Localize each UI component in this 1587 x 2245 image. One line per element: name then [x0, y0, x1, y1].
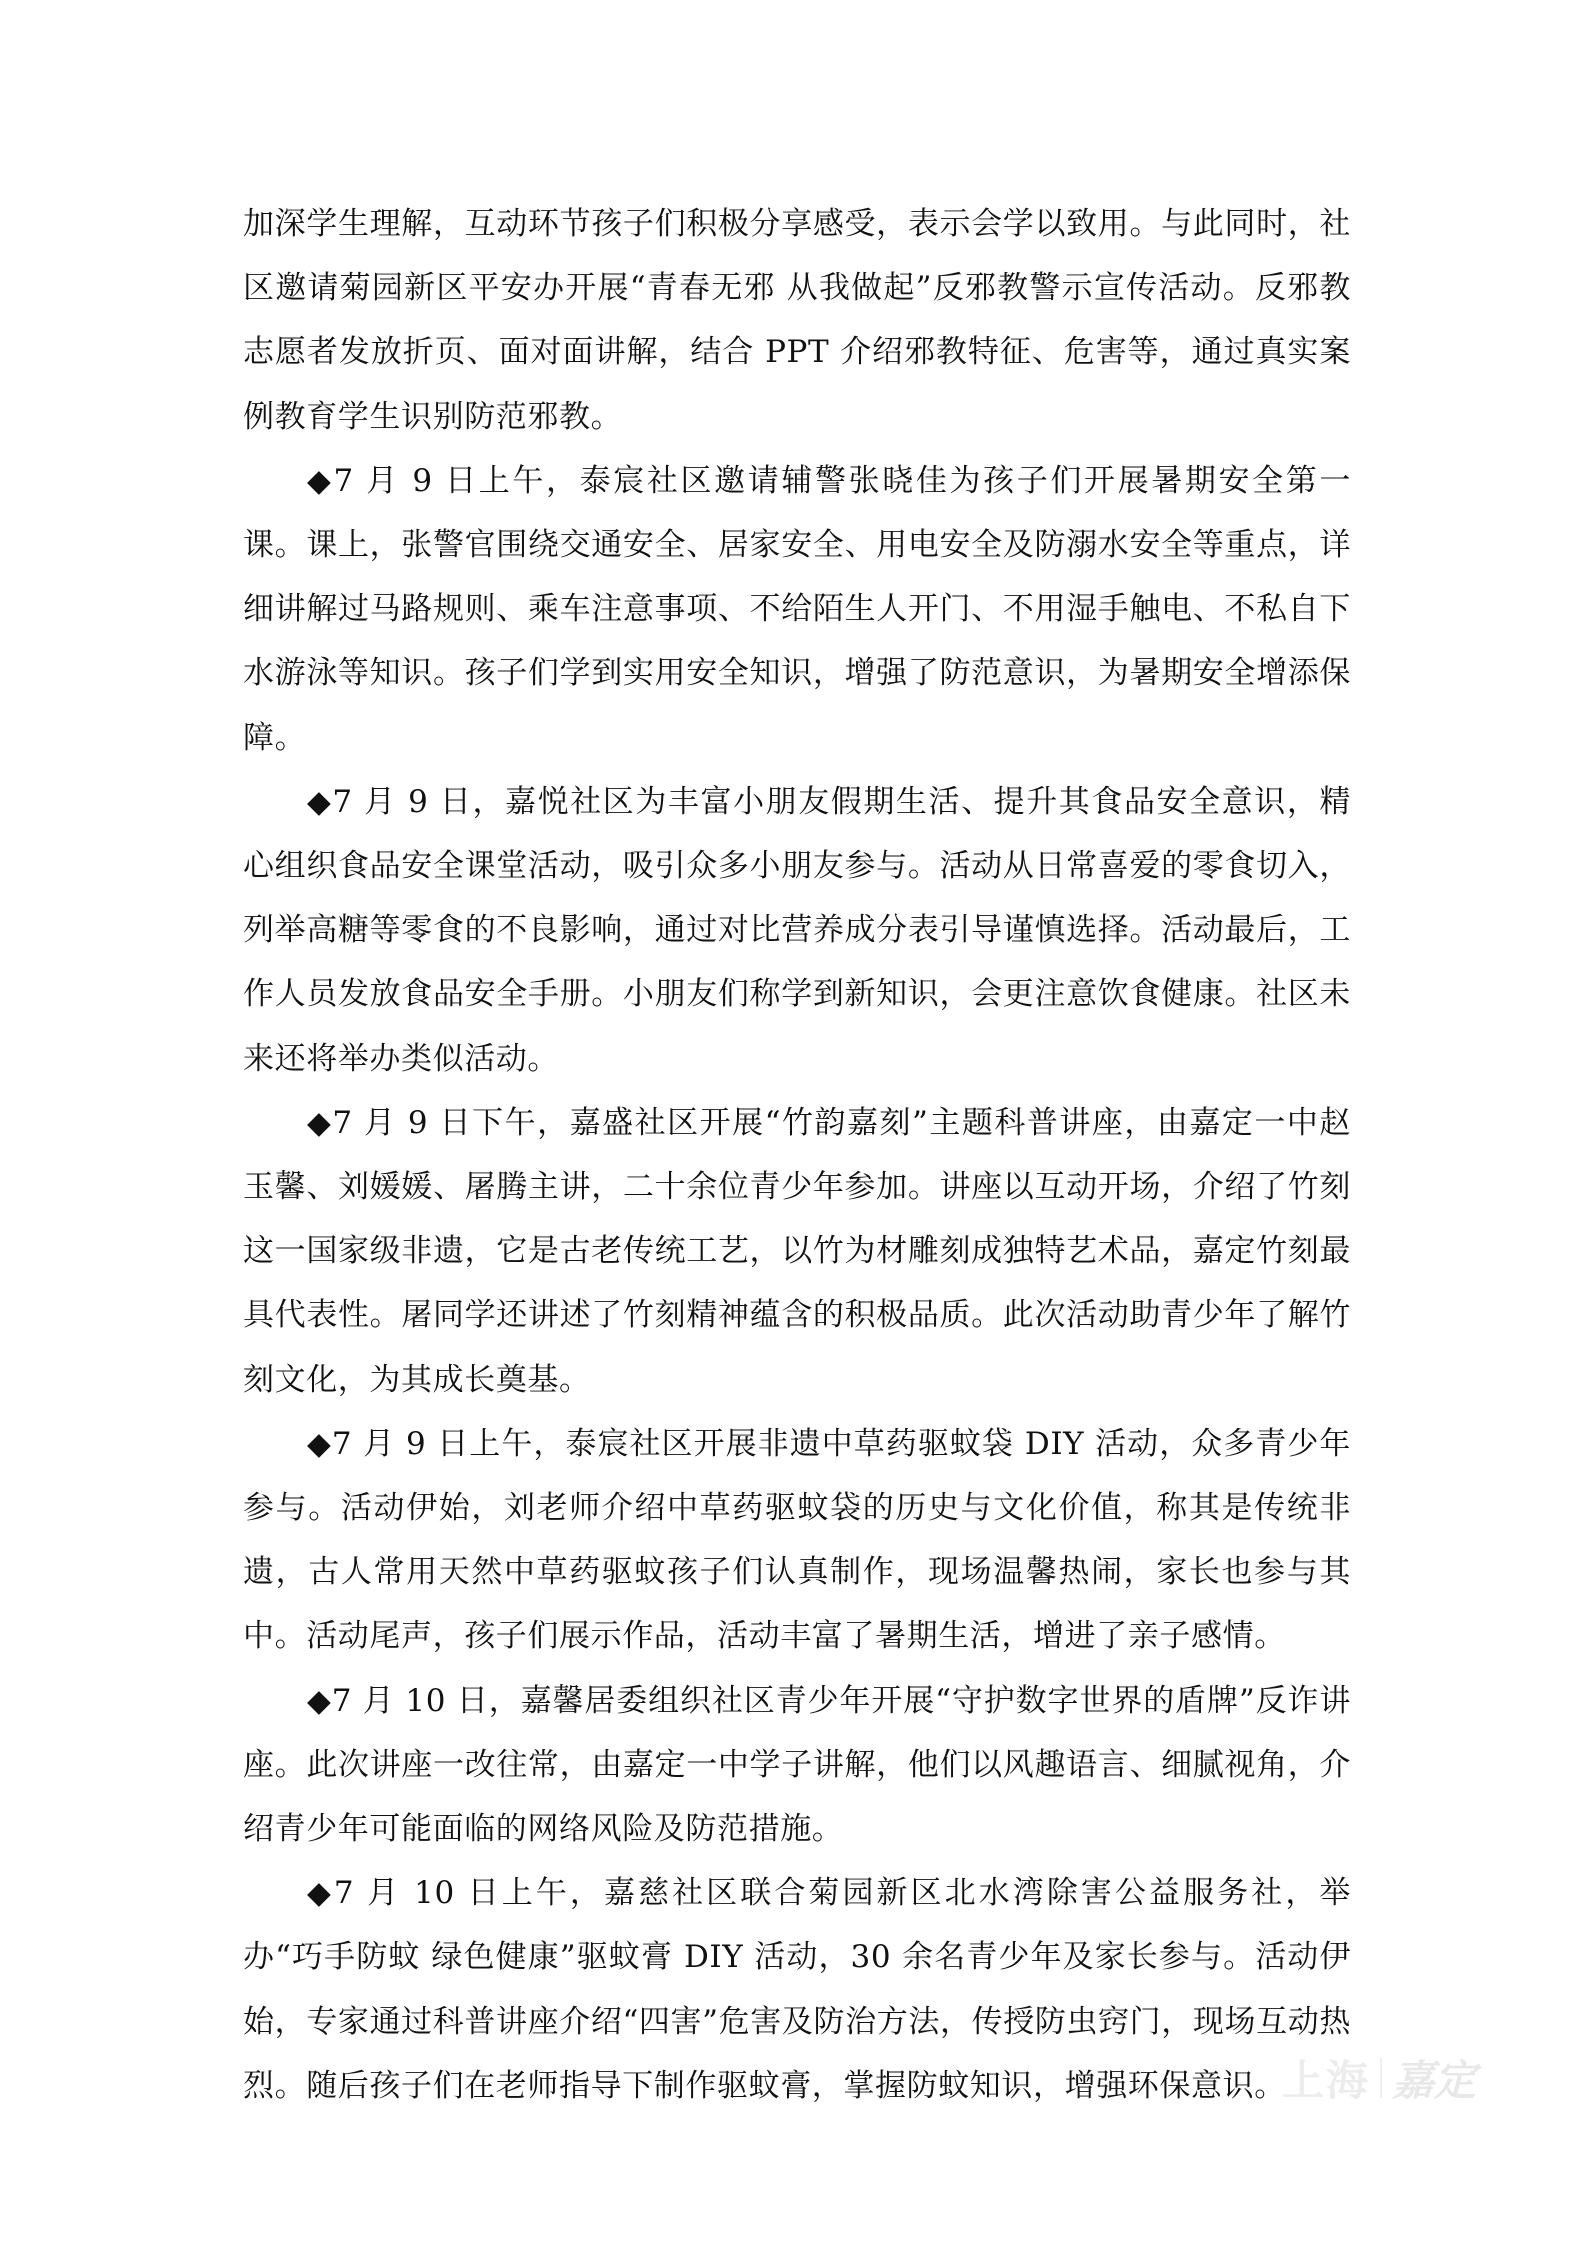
watermark-divider — [1380, 2058, 1382, 2098]
paragraph-4: ◆7 月 9 日下午，嘉盛社区开展“竹韵嘉刻”主题科普讲座，由嘉定一中赵玉馨、刘媛媛、屠腾主讲，二十余位青少年参加。讲座以互动开场，介绍了竹刻这一国家级非遗，它是古老传统工艺，以竹为材雕刻成独特艺术品，嘉定竹刻最具代表性。屠同学还讲述了竹刻精神蕴含的积极品质。此次活动助青少年了解竹刻文化，为其成长奠基。 — [243, 1104, 1351, 1398]
paragraph-3: ◆7 月 9 日，嘉悦社区为丰富小朋友假期生活、提升其食品安全意识，精心组织食品安全课堂活动，吸引众多小朋友参与。活动从日常喜爱的零食切入，列举高糖等零食的不良影响，通过对比营养成分表引导谨慎选择。活动最后，工作人员发放食品安全手册。小朋友们称学到新知识，会更注意饮食健康。社区未来还将举办类似活动。 — [243, 783, 1351, 1077]
paragraph-6: ◆7 月 10 日，嘉馨居委组织社区青少年开展“守护数字世界的盾牌”反诈讲座。此次讲座一改往常，由嘉定一中学子讲解，他们以风趣语言、细腻视角，介绍青少年可能面临的网络风险及防范措施。 — [243, 1682, 1351, 1848]
paragraph-2: ◆7 月 9 日上午，泰宸社区邀请辅警张晓佳为孩子们开展暑期安全第一课。课上，张警官围绕交通安全、居家安全、用电安全及防溺水安全等重点，详细讲解过马路规则、乘车注意事项、不给陌生人开门、不用湿手触电、不私自下水游泳等知识。孩子们学到实用安全知识，增强了防范意识，为暑期安全增添保障。 — [243, 462, 1351, 756]
watermark-logo — [1282, 2048, 1476, 2108]
watermark-name: 嘉定 — [1392, 2056, 1477, 2105]
paragraph-1: 加深学生理解，互动环节孩子们积极分享感受，表示会学以致用。与此同时，社区邀请菊园新区平安办开展“青春无邪 从我做起”反邪教警示宣传活动。反邪教志愿者发放折页、面对面讲解，结合 PPT 介绍邪教特征、危害等，通过真实案例教育学生识别防范邪教。 — [243, 206, 1351, 435]
paragraph-5: ◆7 月 9 日上午，泰宸社区开展非遗中草药驱蚊袋 DIY 活动，众多青少年参与。活动伊始，刘老师介绍中草药驱蚊袋的历史与文化价值，称其是传统非遗，古人常用天然中草药驱蚊孩子们认真制作，现场温馨热闹，家长也参与其中。活动尾声，孩子们展示作品，活动丰富了暑期生活，增进了亲子感情。 — [243, 1425, 1351, 1655]
paragraph-7: ◆7 月 10 日上午，嘉慈社区联合菊园新区北水湾除害公益服务社，举办“巧手防蚊 绿色健康”驱蚊膏 DIY 活动，30 余名青少年及家长参与。活动伊始，专家通过科普讲座介绍“四害”危害及防治方法，传授防虫窍门，现场互动热烈。随后孩子们在老师指导下制作驱蚊膏，掌握防蚊知识，增强环保意识。 — [243, 1875, 1351, 2104]
watermark-city: 上海 — [1282, 2056, 1371, 2105]
document-body — [243, 192, 1351, 2118]
